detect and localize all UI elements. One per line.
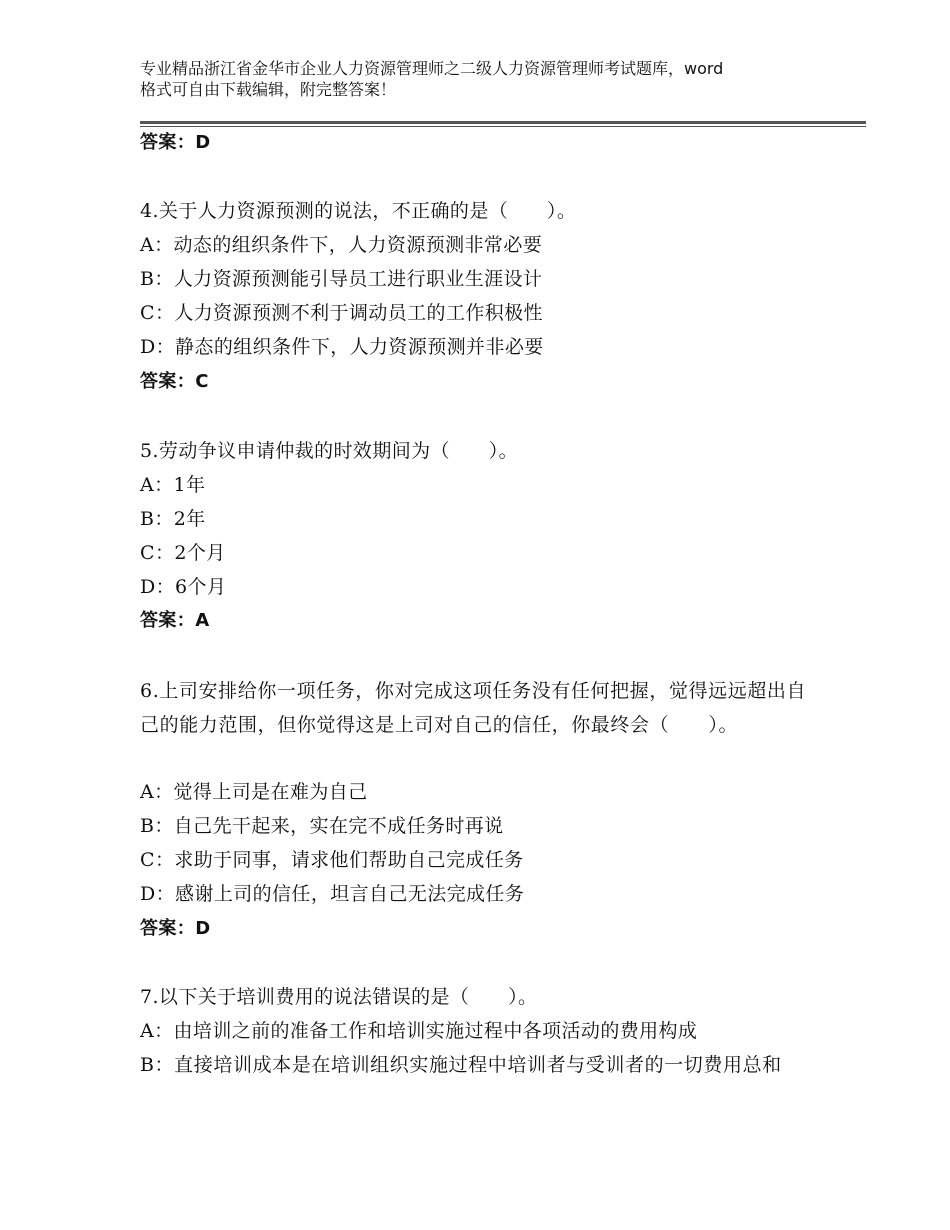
q6-option-d: D：感谢上司的信任，坦言自己无法完成任务 — [140, 883, 525, 905]
q7-stem: 7.以下关于培训费用的说法错误的是（ ）。 — [140, 986, 538, 1008]
q5-option-a: A：1年 — [140, 474, 206, 496]
q7-option-a: A：由培训之前的准备工作和培训实施过程中各项活动的费用构成 — [140, 1020, 698, 1042]
q4-option-d: D：静态的组织条件下，人力资源预测并非必要 — [140, 336, 544, 358]
q4-option-b: B：人力资源预测能引导员工进行职业生涯设计 — [140, 268, 543, 290]
document-header — [140, 58, 830, 100]
q4-answer: 答案：C — [140, 371, 209, 392]
q6-option-c: C：求助于同事，请求他们帮助自己完成任务 — [140, 849, 524, 871]
q5-option-d: D：6个月 — [140, 576, 227, 598]
header-rule-thick — [140, 121, 866, 124]
previous-answer: 答案：D — [140, 132, 211, 153]
q4-stem: 4.关于人力资源预测的说法，不正确的是（ ）。 — [140, 200, 577, 222]
q4-option-c: C：人力资源预测不利于调动员工的工作积极性 — [140, 302, 543, 324]
q6-answer: 答案：D — [140, 918, 211, 939]
q4-option-a: A：动态的组织条件下，人力资源预测非常必要 — [140, 234, 543, 256]
q5-option-b: B：2年 — [140, 508, 206, 530]
q5-answer: 答案：A — [140, 610, 210, 631]
q7-option-b: B：直接培训成本是在培训组织实施过程中培训者与受训者的一切费用总和 — [140, 1054, 782, 1076]
header-rule-thin — [140, 126, 866, 127]
q6-option-b: B：自己先干起来，实在完不成任务时再说 — [140, 815, 504, 837]
header-line-1: 专业精品浙江省金华市企业人力资源管理师之二级人力资源管理师考试题库，word — [140, 59, 724, 78]
q6-option-a: A：觉得上司是在难为自己 — [140, 781, 368, 803]
header-line-2: 格式可自由下载编辑，附完整答案！ — [140, 80, 397, 99]
q6-stem: 6.上司安排给你一项任务，你对完成这项任务没有任何把握，觉得远远超出自己的能力范围，但你觉得这是上司对自己的信任，你最终会（ ）。 — [140, 680, 807, 736]
q5-option-c: C：2个月 — [140, 542, 226, 564]
q5-stem: 5.劳动争议申请仲裁的时效期间为（ ）。 — [140, 440, 519, 462]
